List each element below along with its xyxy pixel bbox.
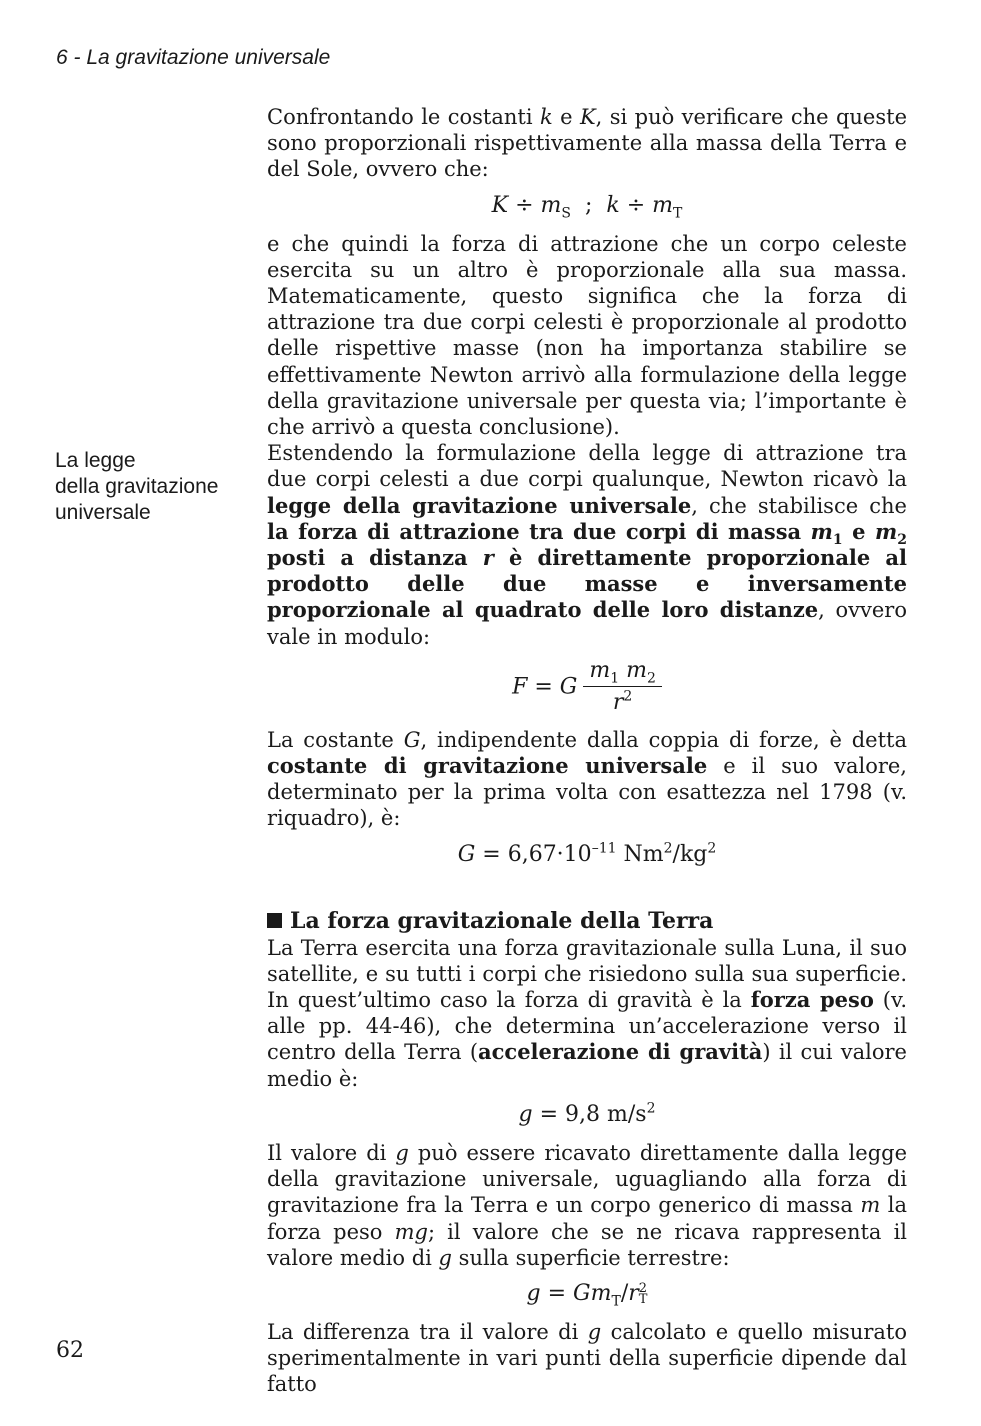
section-heading: La forza gravitazionale della Terra (267, 908, 907, 935)
formula-G-value: $G = 6,67\cdot 10^{-11}$ $Nm^2/kg^2$ (457, 840, 717, 867)
formula-proportional: $K \div m_S$ ; $k \div m_T$ (491, 192, 683, 221)
margin-note (55, 448, 245, 526)
paragraph-5: La Terra esercita una forza gravitazionale sulla Luna, il suo satellite, e su tutti i corpi che risiedono sulla sua superficie. In quest’ultimo caso la forza di gravità è la forza peso (v. alle pp. 44-46), che determina un’accelerazione verso il centro della Terra (accelerazione di gravità) il cui valore medio è: (267, 935, 907, 1091)
paragraph-7: La differenza tra il valore di g calcolato e quello misurato sperimentalmente in vari punti della superficie dipende dal fatto (267, 1319, 907, 1397)
square-bullet-icon (267, 913, 282, 928)
sub-sup-stack: 2 T (638, 1280, 648, 1307)
running-head: 6 - La gravitazione universale (56, 46, 331, 69)
paragraph-4: La costante G, indipendente dalla coppia di forze, è detta costante di gravitazione universale e il suo valore, determinato per la prima volta con esattezza nel 1798 (v. riquadro), è: (267, 727, 907, 831)
formula-g-derived: $g = Gm_T/r$ 2 T (526, 1280, 648, 1310)
paragraph-2: e che quindi la forza di attrazione che un corpo celeste esercita su un altro è proporzionale alla sua massa. Matematicamente, questo significa che la forza di attrazione tra due corpi celesti è proporzionale al prodotto delle rispettive masse (non ha importanza stabilire se effettivamente Newton arrivò alla formulazione della legge della gravitazione universale per questa via; l’importante è che arrivò a questa conclusione). (267, 231, 907, 440)
paragraph-1: Confrontando le costanti k e K, si può verificare che queste sono proporzionali rispettivamente alla massa della Terra e del Sole, ovvero che: (267, 105, 908, 182)
formula-g-value: g = 9,8 $m/s^2$ (518, 1100, 656, 1127)
formula-gravitation-law: F = G $\frac{m_1 m_2}{r^2}$ (267, 656, 907, 719)
margin-note-line: universale (55, 501, 151, 524)
margin-note-line: della gravitazione (55, 475, 219, 498)
margin-note-line: La legge (55, 449, 136, 472)
paragraph-6: Il valore di g può essere ricavato direttamente dalla legge della gravitazione universale, uguagliando alla forza di gravitazione fra la Terra e un corpo generico di massa m la forza peso mg; il valore che se ne ricava rappresenta il valore medio di g sulla superficie terrestre: (267, 1140, 908, 1270)
fraction-numerator: $m_1$ $m_2$ (583, 656, 662, 687)
fraction (583, 656, 662, 719)
main-column (267, 104, 907, 1398)
page-number: 62 (56, 1338, 84, 1363)
fraction-denominator: $r^2$ (612, 688, 633, 715)
paragraph-3: Estendendo la formulazione della legge di attrazione tra due corpi celesti a due corpi qualunque, Newton ricavò la legge della gravitazione universale, che stabilisce che la forza di attrazione tra due corpi di massa $m_1$ e $m_2$ posti a distanza r è direttamente proporzionale al prodotto delle due masse e inversamente proporzionale al quadrato delle loro distanze, ovvero vale in modulo: (267, 441, 908, 649)
